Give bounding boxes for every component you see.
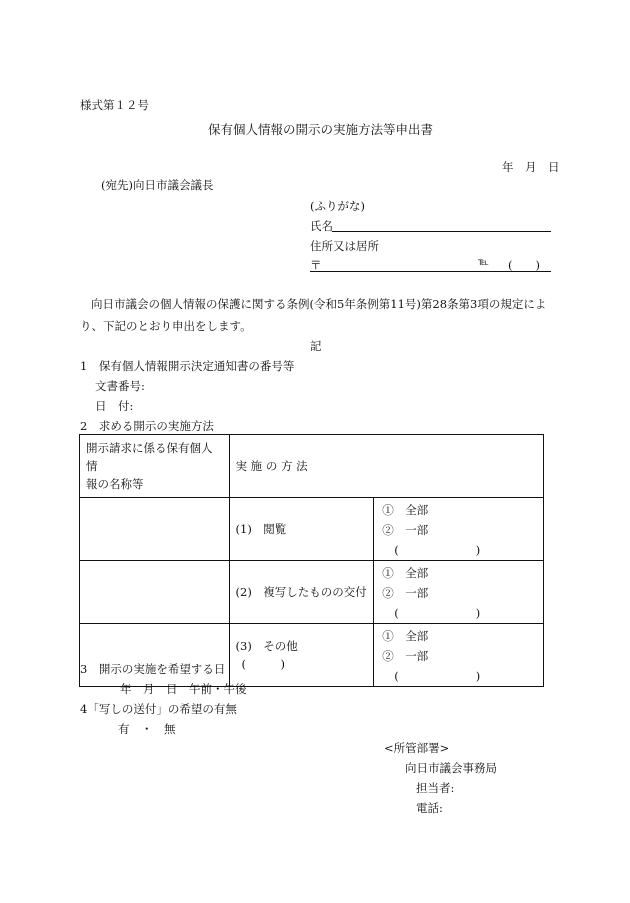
disclosure-method-table	[79, 434, 544, 687]
section4-heading: 4「写しの送付」の希望の有無	[80, 702, 237, 716]
options-cell	[374, 561, 544, 624]
name-input-cell[interactable]	[80, 561, 230, 624]
name-label: 氏名	[310, 219, 333, 233]
phone-label: 電話:	[416, 801, 443, 815]
header-name-line2: 報の名称等	[86, 477, 144, 491]
paren-close: )	[475, 669, 481, 683]
method-cell	[229, 561, 374, 624]
person-in-charge: 担当者:	[416, 781, 455, 795]
doc-number-label[interactable]: 文書番号:	[95, 379, 145, 393]
method-other-detail[interactable]: ( )	[241, 657, 285, 671]
desired-date-field[interactable]: 年 月 日 午前・午後	[120, 682, 247, 696]
option-part[interactable]: ② 一部	[382, 649, 429, 663]
page-title: 保有個人情報の開示の実施方法等申出書	[208, 122, 434, 137]
addressee: (宛先)向日市議会議長	[101, 178, 214, 192]
copy-delivery-choice[interactable]: 有 ・ 無	[118, 722, 176, 736]
postal-mark: 〒	[310, 258, 322, 272]
paren-close: )	[475, 606, 481, 620]
header-method-cell	[229, 435, 543, 498]
table-row	[80, 624, 544, 687]
table-row	[80, 561, 544, 624]
option-all[interactable]: ① 全部	[382, 629, 429, 643]
body-text-line1: 向日市議会の個人情報の保護に関する条例(令和5年条例第11号)第28条第3項の規定によ	[91, 297, 547, 311]
dept-label: <所管部署>	[384, 741, 450, 755]
date-line[interactable]: 年 月 日	[502, 160, 560, 174]
header-name-line1: 開示請求に係る保有個人情	[86, 441, 213, 473]
paren-close: )	[475, 543, 481, 557]
options-cell	[374, 498, 544, 561]
office-name: 向日市議会事務局	[405, 761, 497, 775]
address-label: 住所又は居所	[310, 239, 379, 253]
header-name-cell	[80, 435, 230, 498]
table-header-row	[80, 435, 544, 498]
date-label[interactable]: 日 付:	[95, 399, 134, 413]
form-number: 様式第１２号	[80, 98, 149, 112]
tel-parens[interactable]: ( )	[508, 258, 540, 272]
name-field-underline[interactable]	[332, 231, 551, 232]
option-all[interactable]: ① 全部	[382, 503, 429, 517]
section1-heading: 1 保有個人情報開示決定通知書の番号等	[80, 359, 295, 373]
option-part[interactable]: ② 一部	[382, 586, 429, 600]
paren-open: (	[394, 669, 399, 683]
section3-heading: 3 開示の実施を希望する日	[80, 662, 226, 676]
section2-heading: 2 求める開示の実施方法	[80, 419, 214, 433]
ki-heading: 記	[310, 339, 322, 353]
address-field-underline[interactable]	[310, 271, 551, 272]
body-text-line2: り、下記のとおり申出をします。	[80, 319, 252, 333]
furigana-label: (ふりがな)	[310, 199, 365, 213]
name-input-cell[interactable]	[80, 624, 230, 687]
table-row	[80, 498, 544, 561]
option-part[interactable]: ② 一部	[382, 523, 429, 537]
options-cell	[374, 624, 544, 687]
option-part-detail[interactable]	[394, 603, 480, 623]
paren-open: (	[394, 543, 399, 557]
name-input-cell[interactable]	[80, 498, 230, 561]
option-part-detail[interactable]	[394, 666, 480, 686]
method-label: (3) その他	[235, 639, 298, 653]
method-cell	[229, 624, 374, 687]
method-cell	[229, 498, 374, 561]
header-method-label: 実 施 の 方 法	[235, 459, 308, 473]
paren-open: (	[394, 606, 399, 620]
method-label: (2) 複写したものの交付	[235, 585, 367, 599]
option-all[interactable]: ① 全部	[382, 566, 429, 580]
tel-mark: ℡	[478, 257, 489, 268]
method-label: (1) 閲覧	[235, 522, 287, 536]
option-part-detail[interactable]	[394, 540, 480, 560]
